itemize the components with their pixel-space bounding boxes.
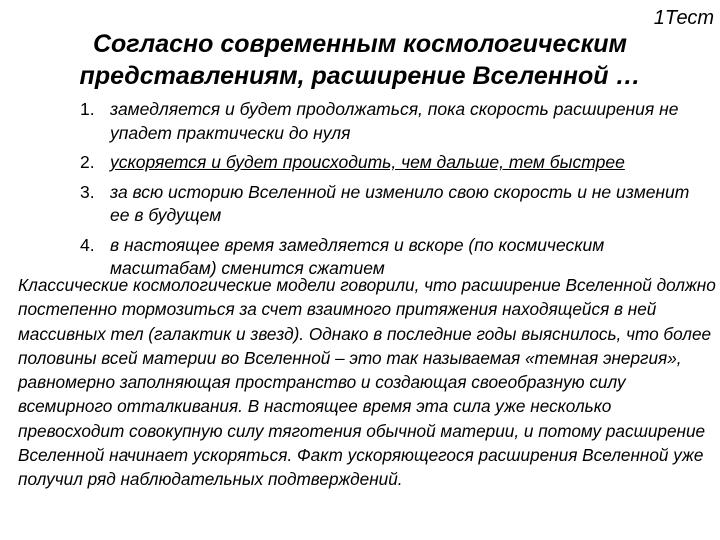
answer-number: 4. — [80, 234, 95, 255]
explanation-text: Классические космологические модели говорили, что расширение Вселенной должно постепенно тормозиться за счет взаимного притяжения находящейся в ней массивных тел (галактик и звезд). Однако в последние годы выяснилось, что более половины всей материи во Вселенной – это так называемая «темная энергия», равномерно заполняющая пространство и создающая своеобразную силу всемирного отталкивания. В настоящее время эта сила уже несколько превосходит совокупную силу тяготения обычной материи, и потому расширение Вселенной начинает ускоряться. Факт ускоряющегося расширения Вселенной уже получил ряд наблюдательных подтверждений. — [18, 275, 716, 490]
title-line-2: представлениям, расширение Вселенной … — [79, 62, 641, 90]
answer-text: за всю историю Вселенной не изменило свою скорость и не изменит ее в будущем — [110, 181, 690, 225]
answer-text: в настоящее время замедляется и вскоре (по космическим масштабам) сменится сжатием — [110, 234, 605, 278]
answer-text: ускоряется и будет происходить, чем дальше, тем быстрее — [110, 152, 625, 172]
answer-option-2[interactable] — [80, 151, 706, 175]
title-line-1: Согласно современным космологическим — [92, 30, 628, 58]
answer-option-1[interactable] — [80, 98, 706, 145]
test-label: 1Тест — [653, 7, 714, 29]
answer-text: замедляется и будет продолжаться, пока скорость расширения не упадет практически до нуля — [110, 99, 679, 143]
answer-number: 1. — [80, 99, 95, 119]
slide-title — [0, 28, 720, 92]
answer-list — [80, 98, 706, 287]
answer-option-3[interactable] — [80, 181, 706, 228]
answer-number: 3. — [80, 181, 95, 202]
answer-number: 2. — [80, 152, 95, 172]
